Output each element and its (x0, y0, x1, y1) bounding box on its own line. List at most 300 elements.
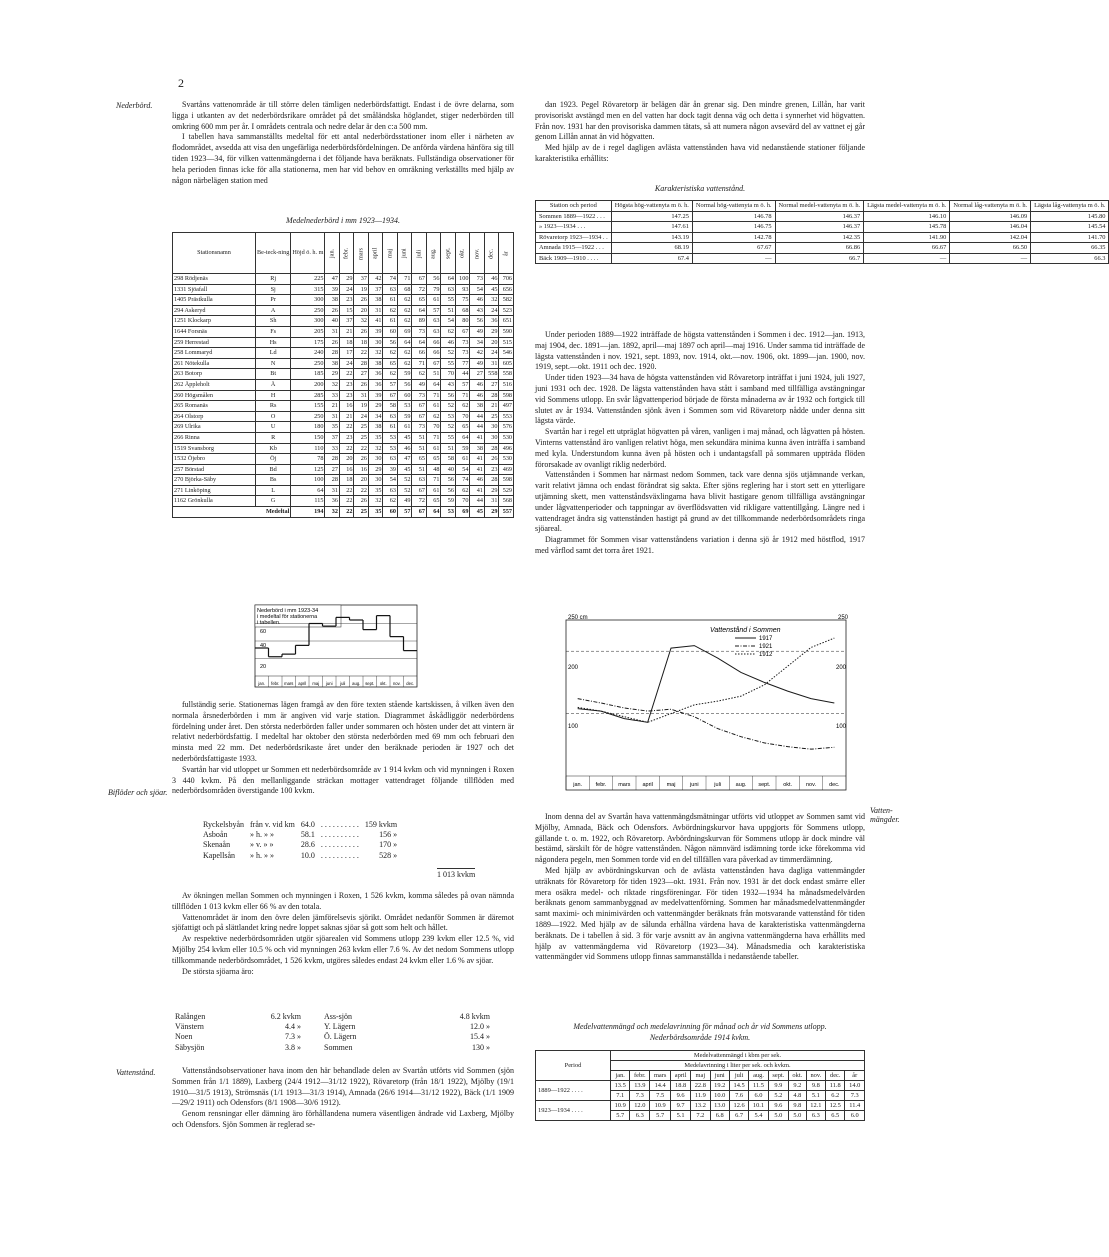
table-cell: 72 (412, 284, 427, 295)
table-cell: 31 (354, 390, 369, 401)
station-altitude: 110 (291, 443, 325, 454)
table-cell: 44 (470, 422, 485, 433)
table-cell: 43 (470, 305, 485, 316)
right-after-chart-text (535, 812, 865, 963)
table-cell: 24 (339, 358, 354, 369)
table-cell: 52 (441, 422, 456, 433)
table-cell: 530 (499, 454, 514, 465)
paragraph: dan 1923. Pegel Rövaretorp är belägen där ån grenar sig. Den mindre grenen, Lillån, har varit provisoriskt avstängd men en del vatten har dock tagit denna väg och detta i synnerhet vid högvatten. Från nov. 1931 har den provisoriska dammen tätats, så att numera någon avsevärd del av vattnet ej går genom Lillån annat än vid högvatten. (535, 100, 865, 142)
table-cell: 46 (470, 475, 485, 486)
col-header-month: maj (383, 233, 398, 274)
table-cell: 6.0 (845, 1111, 865, 1121)
table-cell: 77 (455, 358, 470, 369)
table-cell: 26 (354, 496, 369, 507)
paragraph: Under perioden 1889—1922 inträffade de högsta vattenstånden i Sommen i dec. 1912—jan. 1913, maj 1904, dec. 1891—jan. 1892, april—maj 1897 och april—maj 1916. Under samma tid inträffade de lägsta vattenstånden i nov. 1921, sept. 1893, nov. 1914, okt.—nov. 1906, okt. 1899—jan. 1900, nov. 1919, sept.—okt. 1911 och dec. 1920. (535, 330, 865, 372)
table-cell: 10.9 (611, 1101, 630, 1111)
table-cell: 66 (412, 348, 427, 359)
table-cell: 71 (397, 274, 412, 285)
table-cell: 7.1 (611, 1091, 630, 1101)
char-levels-table (535, 200, 1109, 264)
table-cell: 62 (455, 485, 470, 496)
table-cell: 18 (354, 337, 369, 348)
table-cell: 9.9 (768, 1081, 788, 1091)
lake-area: 6.2 kvkm (270, 1012, 301, 1021)
table-cell: 55 (441, 432, 456, 443)
x-tick-label: maj (312, 681, 320, 686)
table-cell: 146.78 (692, 211, 775, 222)
table-cell: 67 (426, 358, 441, 369)
tributary-side: från v. vid km (250, 820, 295, 829)
table-cell: 35 (325, 422, 340, 433)
water-level-chart (560, 614, 856, 802)
table-row (173, 422, 514, 433)
table-cell: 41 (470, 485, 485, 496)
list-item (200, 830, 400, 840)
tributaries-total: 1 013 kvkm (437, 870, 476, 879)
table-cell: 576 (499, 422, 514, 433)
lakes-list (172, 1012, 493, 1053)
table-cell: 47 (397, 454, 412, 465)
table-cell: 51 (412, 464, 427, 475)
group-header: Medelvattenmängd i kbm per sek. (611, 1051, 865, 1061)
table-cell: 67 (412, 507, 427, 518)
table-cell: 73 (470, 274, 485, 285)
col-header-month: juni (710, 1071, 729, 1081)
table-cell: 12.0 (630, 1101, 650, 1111)
table-row (536, 1081, 865, 1091)
col-header-month: juni (397, 233, 412, 274)
col-header: Lägsta medel-vattenyta m ö. h. (864, 201, 950, 212)
table-cell: 6.2 (826, 1091, 845, 1101)
station-altitude: 250 (291, 358, 325, 369)
table-cell: 62 (455, 401, 470, 412)
table-cell: 145.54 (1031, 222, 1109, 233)
table-cell: 28 (484, 390, 499, 401)
col-header-year: år (499, 233, 514, 274)
table-cell: 51 (441, 305, 456, 316)
station-altitude: 180 (291, 422, 325, 433)
table-cell: 24 (484, 305, 499, 316)
table-cell: 61 (426, 485, 441, 496)
table-cell: 75 (455, 295, 470, 306)
table-cell: 5.1 (671, 1111, 691, 1121)
table-cell: 73 (412, 390, 427, 401)
x-tick-label: aug. (735, 782, 747, 788)
table-row (173, 337, 514, 348)
table-cell: 146.09 (950, 211, 1031, 222)
table-cell: 21 (339, 326, 354, 337)
table-cell: 28 (354, 358, 369, 369)
lake-name: Sommen (324, 1042, 353, 1052)
col-header-month: febr. (339, 233, 354, 274)
x-tick-label: okt. (783, 782, 793, 788)
table-cell: 141.70 (1031, 232, 1109, 243)
table-cell: 9.2 (788, 1081, 806, 1091)
table-cell: 26 (325, 305, 340, 316)
table-cell: 553 (499, 411, 514, 422)
table-cell: 32 (325, 507, 340, 518)
col-header-month: nov. (806, 1071, 825, 1081)
table-cell: 22 (339, 369, 354, 380)
table-cell: 6.5 (826, 1111, 845, 1121)
table-cell: — (950, 253, 1031, 264)
station-altitude: 115 (291, 496, 325, 507)
series-line-1917 (578, 646, 835, 723)
table-cell: 63 (412, 475, 427, 486)
table-cell: 37 (325, 432, 340, 443)
station-code: Öj (256, 454, 291, 465)
right-top-text (535, 100, 865, 165)
y-axis-top-right-label: 250 (838, 615, 849, 621)
table-cell: 51 (412, 432, 427, 443)
table-cell: 62 (383, 369, 398, 380)
table-cell: 44 (470, 496, 485, 507)
table-cell: 7.6 (729, 1091, 748, 1101)
table-cell: 39 (383, 464, 398, 475)
table-cell: 74 (383, 274, 398, 285)
x-tick-label: aug. (352, 681, 361, 686)
table-cell: 45 (397, 432, 412, 443)
station-altitude: 125 (291, 464, 325, 475)
lake-area: 3.8 » (285, 1042, 301, 1052)
series-line-1921 (578, 699, 835, 750)
table-cell: 14.5 (729, 1081, 748, 1091)
table-cell: 38 (325, 295, 340, 306)
table-cell: 62 (412, 369, 427, 380)
paragraph: Svartåns vattenområde är till större delen tämligen nederbördsfattigt. Endast i de övre delarna, som ligga i utkanten av det nederbördsrikare området på det småländska höglandet, stiger nederbörden till omkring 600 mm per år. I områdets centrala och nedre delar är den c:a 500 mm. (172, 100, 514, 131)
table-cell: 13.5 (611, 1081, 630, 1091)
table-cell: 79 (426, 284, 441, 295)
table-cell: 61 (426, 401, 441, 412)
table-cell: 651 (499, 316, 514, 327)
table-cell: 51 (441, 443, 456, 454)
table-row (536, 232, 1109, 243)
table-cell: 64 (441, 274, 456, 285)
station-altitude: 225 (291, 274, 325, 285)
table-cell: 29 (325, 369, 340, 380)
chart-legend-title: Vattenstånd i Sommen (710, 627, 781, 634)
table-cell: 38 (368, 295, 383, 306)
table-cell: 32 (325, 379, 340, 390)
station-altitude: 205 (291, 326, 325, 337)
table-cell: 69 (397, 326, 412, 337)
table-cell: 73 (455, 348, 470, 359)
station-code: L (256, 485, 291, 496)
table-cell: 49 (397, 496, 412, 507)
table-cell: 69 (455, 507, 470, 518)
table-cell: 61 (383, 316, 398, 327)
margin-note-biflod: Biflöder och sjöar. (108, 788, 168, 797)
table-cell: 37 (339, 316, 354, 327)
col-header-month: okt. (788, 1071, 806, 1081)
table-cell: 469 (499, 464, 514, 475)
dots: . . . . . . . . . . (320, 840, 359, 850)
table-cell: 54 (470, 284, 485, 295)
table-cell: 29 (368, 464, 383, 475)
col-header: Normal låg-vattenyta m ö. h. (950, 201, 1031, 212)
table-cell: 28 (484, 443, 499, 454)
table-cell: 19 (354, 401, 369, 412)
table-cell: 33 (325, 443, 340, 454)
table-cell: 568 (499, 496, 514, 507)
table-cell: 19.2 (710, 1081, 729, 1091)
station-code: Bd (256, 464, 291, 475)
table-cell: 31 (484, 496, 499, 507)
table-cell: 515 (499, 337, 514, 348)
table-cell: 22 (354, 485, 369, 496)
station-altitude: 300 (291, 295, 325, 306)
table-cell: 146.75 (692, 222, 775, 233)
table-cell: 22 (339, 507, 354, 518)
table-cell: 656 (499, 284, 514, 295)
table-cell: 22 (354, 443, 369, 454)
table-cell: 30 (484, 432, 499, 443)
table-cell: 146.37 (775, 222, 864, 233)
station-name: 261 Nötekulla (173, 358, 256, 369)
table-row (173, 401, 514, 412)
table-cell: 26 (354, 295, 369, 306)
y-tick-label: 100 (836, 724, 847, 730)
station-altitude: 78 (291, 454, 325, 465)
paragraph: Svartån har vid utloppet ur Sommen ett nederbördsområde av 1 914 kvkm och vid mynningen i Roxen 3 440 kvkm. På den mellanliggande sträckan mottager vattendraget följande tillflöden med nederbördsområden överstigande 100 kvkm. (172, 764, 514, 796)
col-header-month: maj (691, 1071, 710, 1081)
table-cell: 45 (470, 507, 485, 518)
table-cell: 41 (470, 432, 485, 443)
station-code: O (256, 411, 291, 422)
table-cell: 145.78 (864, 222, 950, 233)
lake-area: 130 » (472, 1042, 490, 1052)
table-cell: 496 (499, 443, 514, 454)
station-altitude: 240 (291, 348, 325, 359)
table-cell: 38 (368, 422, 383, 433)
table-cell: — (864, 253, 950, 264)
table-cell: 143.19 (611, 232, 692, 243)
lake-name: Ass-sjön (324, 1012, 353, 1021)
paragraph: Av ökningen mellan Sommen och mynningen i Roxen, 1 526 kvkm, komma således på ovan nämnda tillflöden 1 013 kvkm eller 66 % av den totala. (172, 891, 514, 911)
table-row (173, 496, 514, 507)
table-cell: 55 (441, 295, 456, 306)
table-cell: 62 (441, 326, 456, 337)
table-cell: 31 (484, 358, 499, 369)
table-cell: 32 (368, 496, 383, 507)
table-cell: 61 (397, 422, 412, 433)
precipitation-table (172, 232, 514, 518)
x-tick-label: jan. (258, 681, 266, 686)
x-tick-label: febr. (271, 681, 280, 686)
paragraph: De största sjöarna äro: (182, 966, 254, 976)
station-altitude: 200 (291, 379, 325, 390)
table-cell: 25 (354, 507, 369, 518)
tributary-km: 64.0 (300, 820, 315, 829)
table-cell: 10.1 (749, 1101, 768, 1111)
table-cell: 20 (354, 475, 369, 486)
col-header-station: Stationsnamn (173, 233, 256, 274)
table-cell: 53 (383, 443, 398, 454)
table-cell: 582 (499, 295, 514, 306)
col-header-month: aug. (749, 1071, 768, 1081)
table-row (536, 253, 1109, 264)
table-cell: 142.35 (775, 232, 864, 243)
table-cell: 53 (441, 411, 456, 422)
table-cell: 52 (441, 348, 456, 359)
table-cell: 61 (426, 295, 441, 306)
table-row (173, 295, 514, 306)
table-cell: 46 (484, 274, 499, 285)
station-code: Rs (256, 401, 291, 412)
station-name: 266 Rinna (173, 432, 256, 443)
table-cell: 59 (397, 369, 412, 380)
chart-legend-line: i medeltal för stationerna (257, 614, 318, 620)
table-cell: 62 (397, 358, 412, 369)
table-cell: 62 (426, 411, 441, 422)
paragraph: Vattenområdet är inom den övre delen jämförelsevis sjörikt. Området nedanför Sommen är däremot sjöfattigt och på slättlandet kring nedre loppet saknas sjöar så gott som helt och hållet. (172, 912, 514, 933)
col-header-month: år (845, 1071, 865, 1081)
station-altitude: 175 (291, 337, 325, 348)
table-cell: 38 (470, 443, 485, 454)
table-cell: 47 (325, 274, 340, 285)
table-cell: 32 (368, 348, 383, 359)
table-cell: 16 (339, 464, 354, 475)
table-cell: 54 (383, 475, 398, 486)
lake-name: Ralången (175, 1012, 206, 1021)
table-cell: 36 (325, 496, 340, 507)
series-line-1912 (578, 638, 835, 722)
station-name: 269 Ulrika (173, 422, 256, 433)
table-cell: 43 (441, 379, 456, 390)
legend-label: 1921 (759, 644, 773, 650)
lake-name: Vänstern (175, 1022, 204, 1032)
col-header-month: okt. (455, 233, 470, 274)
table-cell: 9.7 (671, 1101, 691, 1111)
table-cell: 70 (455, 496, 470, 507)
station-name: 265 Romanäs (173, 401, 256, 412)
tributary-area: 156 » (379, 830, 398, 840)
table-cell: 13.2 (691, 1101, 710, 1111)
legend-label: 1917 (759, 636, 773, 642)
col-header-month: april (368, 233, 383, 274)
table-cell: 25 (354, 422, 369, 433)
table-cell: 27 (470, 369, 485, 380)
table-cell: 62 (397, 348, 412, 359)
table-cell: 62 (383, 496, 398, 507)
period-label: 1923—1934 . . . . (536, 1101, 611, 1121)
table-cell: 28 (325, 454, 340, 465)
table-cell: 67 (412, 274, 427, 285)
table-cell: 25 (484, 411, 499, 422)
station-code: Bt (256, 369, 291, 380)
col-header-month: nov. (470, 233, 485, 274)
table-cell: 546 (499, 348, 514, 359)
table-cell: 5.0 (768, 1111, 788, 1121)
table-cell: 10.9 (650, 1101, 671, 1111)
table-cell: 17 (339, 348, 354, 359)
col-header: Högsta hög-vattenyta m ö. h. (611, 201, 692, 212)
station-name: 264 Olstorp (173, 411, 256, 422)
table-cell: 16 (354, 464, 369, 475)
station-name: 262 Äppleholt (173, 379, 256, 390)
station-code: Pr (256, 295, 291, 306)
col-header-altitude: Höjd ö. h. m (291, 233, 325, 274)
table-cell: 530 (499, 432, 514, 443)
table-cell: 21 (484, 401, 499, 412)
table-cell: 146.37 (775, 211, 864, 222)
table-cell: 66.50 (950, 243, 1031, 254)
table-cell: 34 (368, 411, 383, 422)
table-cell: 54 (455, 464, 470, 475)
table-cell: 64 (426, 507, 441, 518)
x-tick-label: dec. (829, 782, 840, 788)
table-cell: 70 (455, 411, 470, 422)
table-cell: 30 (368, 475, 383, 486)
table-cell: 56 (441, 485, 456, 496)
table-cell: 46 (470, 379, 485, 390)
table-cell: 28 (325, 475, 340, 486)
table-cell: 146.04 (950, 222, 1031, 233)
table-cell: 71 (426, 475, 441, 486)
table-cell: 60 (383, 326, 398, 337)
table-cell: 62 (397, 305, 412, 316)
table-cell: 42 (368, 274, 383, 285)
table-cell: 36 (484, 316, 499, 327)
table-cell: 20 (354, 305, 369, 316)
table-cell: 142.78 (692, 232, 775, 243)
station-name: 263 Botorp (173, 369, 256, 380)
y-tick-label: 200 (568, 665, 579, 671)
table-row (173, 284, 514, 295)
table-cell: 36 (368, 379, 383, 390)
tributary-area: 170 » (379, 840, 398, 850)
list-item (172, 1032, 493, 1042)
table-cell: 66.7 (775, 253, 864, 264)
table-row (173, 358, 514, 369)
table-cell: 65 (426, 454, 441, 465)
table-cell: 29 (484, 326, 499, 337)
table-cell: 497 (499, 401, 514, 412)
paragraph: Med hjälp av avbördningskurvan och de avlästa vattenstånden hava dagliga vattenmängder uträknats för Rövaretorp för tiden 1923—okt. 1931. Från nov. 1931 är det dock endast smärre eller mera osäkra medel- och riktade ringsföreningar. För tiden 1932—1934 ha månadsmedelvärden beräknats genom sammanbyggnad av medelvattenförning. Sommen har månadsmedelvattenmängder samt maximi- och minimivärden och vattenmängder beräknats från motsvarande vattenstånd för tiden 1889—1922. Med hjälp av de sålunda erhållna värdena hava de karakteristiska vattenmängderna beräknats. De i tabellen å sid. 3 för varje avsnitt av än angivna vattenmängderna hava erhållits med hjälp av vattenmängderna vid Rövaretorp (1923—34). Månadsmedia och karakteristiska vattenmängder vid Sommens utlopp finnas sammanställda i nedanstående tabeller. (535, 865, 865, 962)
table-cell: 516 (499, 379, 514, 390)
table-cell: 12.5 (826, 1101, 845, 1111)
table-cell: 59 (441, 496, 456, 507)
table-cell: 14.0 (845, 1081, 865, 1091)
table-cell: 31 (325, 485, 340, 496)
col-header-month: dec. (484, 233, 499, 274)
station-name: 294 Askeryd (173, 305, 256, 316)
x-tick-label: sept. (758, 782, 771, 788)
lake-name: Ö. Lägern (324, 1032, 357, 1042)
table-cell: 5.4 (749, 1111, 768, 1121)
chart-legend-line: i tabellen. (257, 620, 281, 626)
table-cell: 558 (499, 369, 514, 380)
station-name: 257 Börstad (173, 464, 256, 475)
table-cell: 63 (383, 411, 398, 422)
table-cell: 51 (412, 443, 427, 454)
table-cell: 21 (339, 411, 354, 422)
table-cell: 6.0 (749, 1091, 768, 1101)
table-cell: 74 (455, 475, 470, 486)
right-mid-text (535, 330, 865, 557)
month-table-caption: Medelvattenmängd och medelavrinning för månad och år vid Sommens utlopp. (573, 1022, 827, 1031)
lake-name: Y. Lägern (324, 1022, 356, 1032)
table-cell: 22 (339, 443, 354, 454)
table-cell: 5.0 (788, 1111, 806, 1121)
group-header: Medelavrinning i liter per sek. och kvkm. (611, 1061, 865, 1071)
station-altitude: 250 (291, 411, 325, 422)
station-code: Kb (256, 443, 291, 454)
table-cell: 9.8 (788, 1101, 806, 1111)
table-cell: 56 (470, 316, 485, 327)
table-cell: 49 (412, 379, 427, 390)
table-cell: 6.7 (729, 1111, 748, 1121)
